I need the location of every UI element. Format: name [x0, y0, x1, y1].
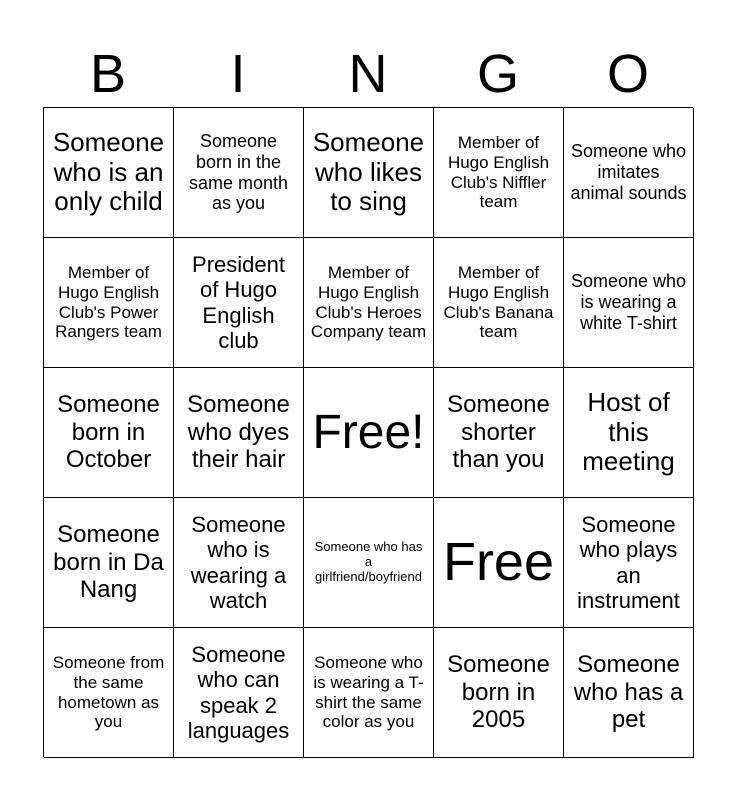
bingo-cell[interactable] — [174, 628, 304, 758]
cell-text: Someone who imitates animal sounds — [570, 141, 687, 203]
cell-text: Someone who likes to sing — [312, 126, 425, 217]
cell-text: Someone born in October — [57, 391, 160, 474]
bingo-cell[interactable] — [304, 628, 434, 758]
bingo-cell[interactable] — [174, 238, 304, 368]
title-letter-b: B — [89, 44, 127, 104]
bingo-cell[interactable] — [174, 498, 304, 628]
cell-text: President of Hugo English club — [192, 251, 285, 353]
cell-text: Someone who is wearing a T-shirt the same color as you — [313, 653, 424, 732]
bingo-cell[interactable] — [174, 368, 304, 498]
title-letter-o: O — [606, 44, 649, 104]
bingo-cell[interactable] — [44, 108, 174, 238]
cell-text: Someone who dyes their hair — [187, 391, 290, 474]
cell-text: Someone who is wearing a white T-shirt — [570, 271, 687, 333]
bingo-cell[interactable] — [564, 238, 694, 368]
cell-text: Someone who has a girlfriend/boyfriend — [314, 539, 423, 584]
bingo-cell[interactable] — [44, 628, 174, 758]
cell-text: Someone who is wearing a watch — [190, 511, 287, 613]
bingo-cell[interactable] — [564, 498, 694, 628]
free-space-cell[interactable] — [434, 498, 564, 628]
bingo-cell[interactable] — [304, 108, 434, 238]
cell-text: Host of this meeting — [582, 386, 675, 477]
bingo-cell[interactable] — [44, 368, 174, 498]
bingo-cell[interactable] — [434, 238, 564, 368]
free-space-cell[interactable] — [304, 368, 434, 498]
bingo-cell[interactable] — [174, 108, 304, 238]
cell-text: Someone who has a pet — [573, 651, 684, 734]
bingo-cell[interactable] — [434, 108, 564, 238]
bingo-cell[interactable] — [564, 628, 694, 758]
cell-text: Member of Hugo English Club's Heroes Company team — [310, 263, 427, 342]
bingo-cell[interactable] — [564, 368, 694, 498]
cell-text: Someone born in the same month as you — [188, 131, 289, 214]
bingo-title — [43, 40, 693, 108]
title-letter-g: G — [476, 44, 519, 104]
cell-text: Someone who can speak 2 languages — [187, 641, 290, 743]
bingo-cell[interactable] — [304, 498, 434, 628]
cell-text: Someone born in 2005 — [447, 651, 550, 734]
title-letter-n: N — [348, 44, 388, 104]
cell-text: Member of Hugo English Club's Niffler team — [447, 133, 550, 212]
cell-text: Member of Hugo English Club's Power Rangers team — [55, 263, 162, 342]
bingo-cell[interactable] — [434, 628, 564, 758]
bingo-card-grid — [43, 107, 693, 757]
cell-text: Someone from the same hometown as you — [52, 653, 165, 732]
free-space-text: Free! — [312, 405, 425, 459]
cell-text: Someone born in Da Nang — [53, 521, 164, 604]
bingo-cell[interactable] — [44, 498, 174, 628]
title-letter-i: I — [230, 44, 246, 104]
bingo-cell[interactable] — [304, 238, 434, 368]
bingo-cell[interactable] — [564, 108, 694, 238]
free-space-text: Free — [442, 532, 555, 593]
cell-text: Someone shorter than you — [447, 391, 550, 474]
cell-text: Member of Hugo English Club's Banana team — [443, 263, 554, 342]
bingo-cell[interactable] — [44, 238, 174, 368]
cell-text: Someone who is an only child — [52, 126, 165, 217]
bingo-cell[interactable] — [434, 368, 564, 498]
cell-text: Someone who plays an instrument — [577, 511, 680, 613]
